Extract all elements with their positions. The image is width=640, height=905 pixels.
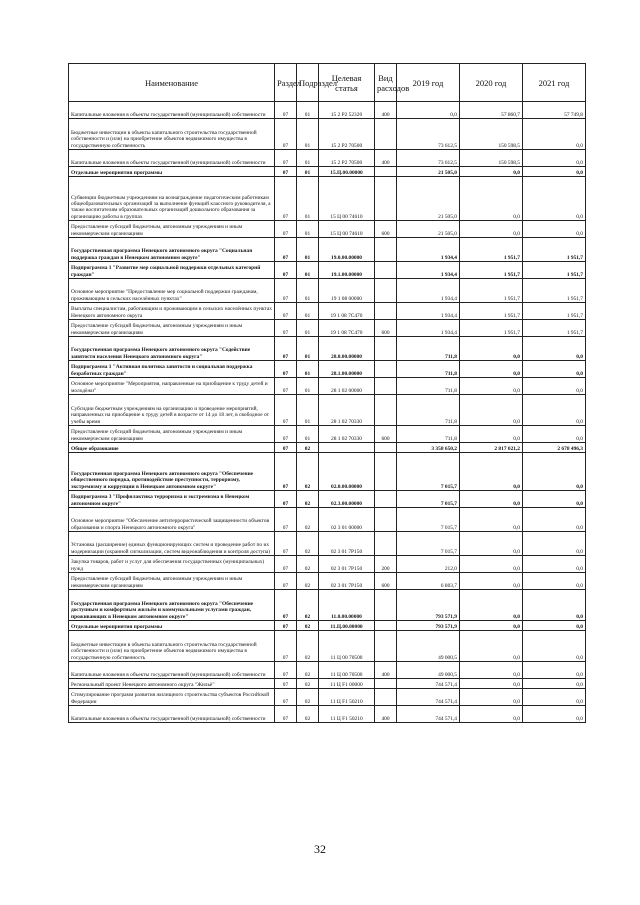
cell-statya: 02.3.00.00000 <box>319 491 375 508</box>
cell-podrazdel: 02 <box>297 573 319 590</box>
cell-y2021: 0,0 <box>523 337 586 361</box>
cell-y2021: 0,0 <box>523 119 586 150</box>
cell-name: Государственная программа Ненецкого автономного округа "Обеспечение доступным и комфортным жильём и коммунальными услугами граждан, проживающих в Ненецком автономном округе" <box>69 590 275 621</box>
cell-vid <box>375 167 397 177</box>
cell-y2019: 49 000,5 <box>397 631 460 662</box>
cell-vid <box>375 337 397 361</box>
cell-name: Бюджетные инвестиции в объекты капитального строительства государственной собственности и (или) на приобретение объектов недвижимого имущества в государственную собственность <box>69 119 275 150</box>
cell-y2021: 2 678 496,3 <box>523 443 586 453</box>
cell-y2021: 1 951,7 <box>523 262 586 279</box>
cell-razdel: 07 <box>275 573 297 590</box>
cell-name: Отдельные мероприятия программы <box>69 621 275 631</box>
table-row <box>69 621 586 631</box>
cell-statya: 11 Ц F1 50210 <box>319 689 375 706</box>
cell-statya: 15 2 Р2 52320 <box>319 102 375 119</box>
cell-podrazdel: 02 <box>297 453 319 491</box>
cell-podrazdel: 02 <box>297 532 319 556</box>
cell-name: Отдельные мероприятия программы <box>69 167 275 177</box>
cell-vid <box>375 590 397 621</box>
cell-statya: 02 3 01 7Р150 <box>319 573 375 590</box>
cell-podrazdel: 02 <box>297 508 319 532</box>
table-row <box>69 679 586 689</box>
cell-y2019: 21 505,0 <box>397 177 460 221</box>
table-row <box>69 102 586 119</box>
cell-name: Предоставление субсидий бюджетным, автономным учреждениям и иным некоммерческим организациям <box>69 573 275 590</box>
cell-y2019: 1 934,4 <box>397 238 460 262</box>
cell-statya: 02.0.00.00000 <box>319 453 375 491</box>
table-body <box>69 102 586 723</box>
cell-vid: 600 <box>375 426 397 443</box>
cell-podrazdel: 02 <box>297 491 319 508</box>
cell-podrazdel: 01 <box>297 337 319 361</box>
cell-razdel: 07 <box>275 532 297 556</box>
table-row <box>69 706 586 723</box>
cell-vid <box>375 621 397 631</box>
cell-y2021: 0,0 <box>523 621 586 631</box>
cell-name: Субвенции бюджетным учреждениям на вознаграждение педагогическим работникам общеобразовательных организаций за выполнение функций классного руководителя, а также воспитателям образовательных организаций дошкольного образования за организацию работы в группах <box>69 177 275 221</box>
header-2020: 2020 год <box>460 64 523 102</box>
cell-razdel: 07 <box>275 238 297 262</box>
cell-y2020: 0,0 <box>460 426 523 443</box>
cell-y2020: 0,0 <box>460 378 523 395</box>
cell-y2020: 0,0 <box>460 556 523 573</box>
cell-podrazdel: 01 <box>297 221 319 238</box>
cell-y2019: 744 571,4 <box>397 689 460 706</box>
cell-y2019: 0,0 <box>397 102 460 119</box>
cell-y2021: 0,0 <box>523 221 586 238</box>
cell-y2021: 0,0 <box>523 689 586 706</box>
cell-name: Подпрограмма 1 "Развитие мер социальной поддержки отдельных категорий граждан" <box>69 262 275 279</box>
header-statya: Целевая статья <box>319 64 375 102</box>
cell-statya: 11.Ц.00.00000 <box>319 621 375 631</box>
table-row <box>69 119 586 150</box>
cell-y2021: 0,0 <box>523 590 586 621</box>
cell-statya: 19 1 08 7С470 <box>319 303 375 320</box>
cell-y2019: 21 505,0 <box>397 221 460 238</box>
table-row <box>69 177 586 221</box>
cell-name: Государственная программа Ненецкого автономного округа "Социальная поддержка граждан в Ненецком автономном округе" <box>69 238 275 262</box>
cell-razdel: 07 <box>275 443 297 453</box>
cell-statya: 11.0.00.00000 <box>319 590 375 621</box>
cell-razdel: 07 <box>275 631 297 662</box>
cell-name: Подпрограмма 1 "Активная политика занятости и социальная поддержка безработных граждан" <box>69 361 275 378</box>
cell-vid: 400 <box>375 102 397 119</box>
cell-y2020: 0,0 <box>460 532 523 556</box>
cell-y2020: 2 817 021,2 <box>460 443 523 453</box>
cell-vid <box>375 532 397 556</box>
cell-vid: 600 <box>375 221 397 238</box>
cell-podrazdel: 01 <box>297 426 319 443</box>
cell-y2019: 7 015,7 <box>397 491 460 508</box>
header-razdel: Раздел <box>275 64 297 102</box>
cell-y2020: 1 951,7 <box>460 320 523 337</box>
cell-y2019: 793 571,9 <box>397 590 460 621</box>
table-row <box>69 337 586 361</box>
cell-y2020: 0,0 <box>460 679 523 689</box>
cell-razdel: 07 <box>275 102 297 119</box>
cell-razdel: 07 <box>275 426 297 443</box>
table-row <box>69 167 586 177</box>
cell-podrazdel: 01 <box>297 262 319 279</box>
cell-statya: 19 1 08 00000 <box>319 279 375 303</box>
cell-y2020: 0,0 <box>460 508 523 532</box>
cell-y2019: 793 571,9 <box>397 621 460 631</box>
cell-razdel: 07 <box>275 706 297 723</box>
cell-y2020: 0,0 <box>460 706 523 723</box>
cell-name: Бюджетные инвестиции в объекты капитального строительства государственной собственности и (или) на приобретение объектов недвижимого имущества в государственную собственность <box>69 631 275 662</box>
cell-razdel: 07 <box>275 395 297 426</box>
cell-y2021: 0,0 <box>523 177 586 221</box>
cell-vid: 600 <box>375 573 397 590</box>
cell-y2019: 711,8 <box>397 337 460 361</box>
cell-name: Общее образование <box>69 443 275 453</box>
cell-razdel: 07 <box>275 177 297 221</box>
cell-razdel: 07 <box>275 590 297 621</box>
cell-y2021: 0,0 <box>523 150 586 167</box>
cell-statya: 19.0.00.00000 <box>319 238 375 262</box>
cell-y2021: 57 749,8 <box>523 102 586 119</box>
cell-y2020: 0,0 <box>460 177 523 221</box>
cell-razdel: 07 <box>275 491 297 508</box>
cell-razdel: 07 <box>275 150 297 167</box>
cell-vid <box>375 238 397 262</box>
cell-name: Предоставление субсидий бюджетным, автономным учреждениям и иным некоммерческим организациям <box>69 320 275 337</box>
cell-razdel: 07 <box>275 119 297 150</box>
cell-name: Предоставление субсидий бюджетным, автономным учреждениям и иным некоммерческим организациям <box>69 426 275 443</box>
cell-vid <box>375 119 397 150</box>
cell-y2020: 0,0 <box>460 337 523 361</box>
cell-podrazdel: 01 <box>297 320 319 337</box>
cell-y2019: 73 612,5 <box>397 119 460 150</box>
cell-vid <box>375 303 397 320</box>
cell-y2020: 0,0 <box>460 167 523 177</box>
cell-y2021: 0,0 <box>523 491 586 508</box>
cell-name: Выплаты специалистам, работающим и проживающим в сельских населённых пунктах Ненецкого автономного округа <box>69 303 275 320</box>
cell-podrazdel: 02 <box>297 556 319 573</box>
cell-y2021: 0,0 <box>523 167 586 177</box>
cell-y2021: 0,0 <box>523 556 586 573</box>
cell-razdel: 07 <box>275 262 297 279</box>
cell-statya: 28.0.00.00000 <box>319 337 375 361</box>
table-row <box>69 573 586 590</box>
cell-y2020: 0,0 <box>460 631 523 662</box>
cell-y2021: 1 951,7 <box>523 320 586 337</box>
cell-statya: 15.Ц.00.00000 <box>319 167 375 177</box>
cell-name: Закупка товаров, работ и услуг для обеспечения государственных (муниципальных) нужд <box>69 556 275 573</box>
cell-podrazdel: 02 <box>297 662 319 679</box>
cell-podrazdel: 01 <box>297 150 319 167</box>
cell-statya: 15 2 Р2 70500 <box>319 150 375 167</box>
cell-y2021: 1 951,7 <box>523 279 586 303</box>
cell-razdel: 07 <box>275 279 297 303</box>
cell-razdel: 07 <box>275 689 297 706</box>
cell-y2021: 0,0 <box>523 532 586 556</box>
cell-razdel: 07 <box>275 556 297 573</box>
table-row <box>69 689 586 706</box>
cell-y2021: 1 951,7 <box>523 238 586 262</box>
cell-y2019: 711,8 <box>397 361 460 378</box>
table-row <box>69 320 586 337</box>
cell-vid: 200 <box>375 556 397 573</box>
cell-razdel: 07 <box>275 508 297 532</box>
cell-y2020: 0,0 <box>460 590 523 621</box>
cell-y2020: 150 598,5 <box>460 150 523 167</box>
cell-y2021: 0,0 <box>523 508 586 532</box>
table-row <box>69 221 586 238</box>
cell-name: Основное мероприятие "Мероприятия, направленные на приобщение к труду детей и молодёжи" <box>69 378 275 395</box>
table-row <box>69 426 586 443</box>
cell-podrazdel: 02 <box>297 590 319 621</box>
cell-name: Капитальные вложения в объекты государственной (муниципальной) собственности <box>69 706 275 723</box>
cell-podrazdel: 02 <box>297 443 319 453</box>
cell-y2019: 1 934,4 <box>397 320 460 337</box>
cell-y2019: 3 358 650,2 <box>397 443 460 453</box>
table-row <box>69 491 586 508</box>
cell-y2020: 1 951,7 <box>460 279 523 303</box>
table-row <box>69 556 586 573</box>
table-row <box>69 532 586 556</box>
cell-razdel: 07 <box>275 361 297 378</box>
cell-y2020: 0,0 <box>460 491 523 508</box>
table-row <box>69 662 586 679</box>
cell-statya: 02 3 01 7Р150 <box>319 556 375 573</box>
cell-name: Региональный проект Ненецкого автономного округа "Жильё" <box>69 679 275 689</box>
cell-y2020: 0,0 <box>460 689 523 706</box>
cell-razdel: 07 <box>275 679 297 689</box>
cell-statya: 28.1.00.00000 <box>319 361 375 378</box>
table-row <box>69 238 586 262</box>
table-header-row <box>69 64 586 102</box>
cell-y2021: 0,0 <box>523 453 586 491</box>
cell-podrazdel: 02 <box>297 706 319 723</box>
budget-table <box>68 63 586 723</box>
header-name: Наименование <box>69 64 275 102</box>
cell-y2021: 0,0 <box>523 662 586 679</box>
cell-y2019: 7 015,7 <box>397 532 460 556</box>
table-row <box>69 453 586 491</box>
cell-vid: 400 <box>375 706 397 723</box>
cell-y2019: 212,0 <box>397 556 460 573</box>
cell-statya: 19 1 08 7С470 <box>319 320 375 337</box>
cell-name: Основное мероприятие "Предоставление мер социальной поддержки гражданам, проживающим в сельских населённых пунктах" <box>69 279 275 303</box>
table-row <box>69 262 586 279</box>
cell-statya: 28 1 02 70330 <box>319 395 375 426</box>
cell-razdel: 07 <box>275 662 297 679</box>
cell-y2021: 1 951,7 <box>523 303 586 320</box>
cell-podrazdel: 01 <box>297 395 319 426</box>
cell-y2021: 0,0 <box>523 573 586 590</box>
cell-y2019: 1 934,4 <box>397 279 460 303</box>
cell-podrazdel: 01 <box>297 361 319 378</box>
table-row <box>69 590 586 621</box>
cell-y2019: 711,8 <box>397 426 460 443</box>
cell-y2020: 0,0 <box>460 221 523 238</box>
cell-statya: 02 3 01 00000 <box>319 508 375 532</box>
cell-statya: 28 1 02 00000 <box>319 378 375 395</box>
cell-razdel: 07 <box>275 303 297 320</box>
cell-statya: 11 Ц 00 70500 <box>319 631 375 662</box>
cell-y2020: 0,0 <box>460 662 523 679</box>
cell-podrazdel: 01 <box>297 279 319 303</box>
cell-statya: 15 Ц 00 74610 <box>319 221 375 238</box>
cell-name: Государственная программа Ненецкого автономного округа "Содействие занятости населения Ненецкого автономного округа" <box>69 337 275 361</box>
cell-vid <box>375 378 397 395</box>
header-2019: 2019 год <box>397 64 460 102</box>
cell-razdel: 07 <box>275 621 297 631</box>
cell-vid: 600 <box>375 320 397 337</box>
cell-podrazdel: 01 <box>297 177 319 221</box>
cell-y2019: 744 571,4 <box>397 679 460 689</box>
cell-podrazdel: 02 <box>297 631 319 662</box>
cell-razdel: 07 <box>275 378 297 395</box>
cell-podrazdel: 01 <box>297 102 319 119</box>
cell-name: Субсидии бюджетным учреждениям на организацию и проведение мероприятий, направленных на приобщение к труду детей в возрасте от 14 до 18 лет, в свободное от учебы время <box>69 395 275 426</box>
cell-y2019: 21 505,0 <box>397 167 460 177</box>
cell-y2019: 1 934,4 <box>397 303 460 320</box>
cell-y2019: 7 015,7 <box>397 453 460 491</box>
page-number: 32 <box>314 842 326 856</box>
cell-podrazdel: 02 <box>297 689 319 706</box>
cell-podrazdel: 01 <box>297 303 319 320</box>
cell-y2020: 0,0 <box>460 453 523 491</box>
cell-podrazdel: 01 <box>297 378 319 395</box>
cell-statya <box>319 443 375 453</box>
cell-name: Подпрограмма 3 "Профилактика терроризма и экстремизма в Ненецком автономном округе" <box>69 491 275 508</box>
budget-table-sheet <box>68 63 585 723</box>
header-2021: 2021 год <box>523 64 586 102</box>
cell-vid <box>375 443 397 453</box>
cell-vid <box>375 679 397 689</box>
cell-y2020: 0,0 <box>460 573 523 590</box>
cell-y2020: 0,0 <box>460 361 523 378</box>
cell-y2021: 0,0 <box>523 706 586 723</box>
table-row <box>69 279 586 303</box>
cell-vid <box>375 508 397 532</box>
table-row <box>69 395 586 426</box>
cell-y2021: 0,0 <box>523 378 586 395</box>
header-podrazdel: Подраздел <box>297 64 319 102</box>
cell-razdel: 07 <box>275 453 297 491</box>
cell-y2019: 6 803,7 <box>397 573 460 590</box>
table-row <box>69 631 586 662</box>
cell-statya: 15 Ц 00 74610 <box>319 177 375 221</box>
cell-vid: 400 <box>375 662 397 679</box>
cell-name: Основное мероприятие "Обеспечение антитеррористической защищенности объектов образования и спорта Ненецкого автономного округа" <box>69 508 275 532</box>
cell-name: Предоставление субсидий бюджетным, автономным учреждениям и иным некоммерческим организациям <box>69 221 275 238</box>
cell-y2019: 73 612,5 <box>397 150 460 167</box>
cell-vid <box>375 177 397 221</box>
cell-name: Капитальные вложения в объекты государственной (муниципальной) собственности <box>69 102 275 119</box>
cell-razdel: 07 <box>275 337 297 361</box>
cell-statya: 11 Ц F1 00000 <box>319 679 375 689</box>
cell-y2020: 0,0 <box>460 395 523 426</box>
cell-y2019: 744 571,4 <box>397 706 460 723</box>
header-vid: Вид расходов <box>375 64 397 102</box>
cell-y2021: 0,0 <box>523 631 586 662</box>
cell-vid <box>375 491 397 508</box>
cell-vid <box>375 631 397 662</box>
table-row <box>69 508 586 532</box>
cell-y2020: 150 598,5 <box>460 119 523 150</box>
cell-vid: 400 <box>375 150 397 167</box>
cell-podrazdel: 01 <box>297 238 319 262</box>
cell-statya: 11 Ц 00 70500 <box>319 662 375 679</box>
cell-y2019: 711,8 <box>397 378 460 395</box>
cell-y2020: 0,0 <box>460 621 523 631</box>
cell-vid <box>375 689 397 706</box>
cell-y2020: 1 951,7 <box>460 303 523 320</box>
cell-y2019: 49 000,5 <box>397 662 460 679</box>
cell-name: Капитальные вложения в объекты государственной (муниципальной) собственности <box>69 662 275 679</box>
cell-razdel: 07 <box>275 167 297 177</box>
cell-y2021: 0,0 <box>523 426 586 443</box>
cell-y2019: 711,8 <box>397 395 460 426</box>
cell-name: Стимулирование программ развития жилищного строительства субъектов Российской Федерации <box>69 689 275 706</box>
cell-name: Капитальные вложения в объекты государственной (муниципальной) собственности <box>69 150 275 167</box>
cell-y2020: 1 951,7 <box>460 238 523 262</box>
cell-y2019: 1 934,4 <box>397 262 460 279</box>
cell-statya: 28 1 02 70330 <box>319 426 375 443</box>
cell-podrazdel: 02 <box>297 679 319 689</box>
cell-y2021: 0,0 <box>523 361 586 378</box>
cell-statya: 11 Ц F1 50210 <box>319 706 375 723</box>
cell-vid <box>375 395 397 426</box>
cell-name: Государственная программа Ненецкого автономного округа "Обеспечение общественного порядка, противодействие преступности, терроризму, экстремизму и коррупции в Ненецком автономном округе" <box>69 453 275 491</box>
cell-y2020: 57 860,7 <box>460 102 523 119</box>
cell-statya: 02 3 01 7Р150 <box>319 532 375 556</box>
table-row <box>69 303 586 320</box>
table-row <box>69 361 586 378</box>
cell-podrazdel: 01 <box>297 119 319 150</box>
cell-podrazdel: 02 <box>297 621 319 631</box>
cell-vid <box>375 453 397 491</box>
cell-statya: 19.1.00.00000 <box>319 262 375 279</box>
cell-statya: 15 2 Р2 70500 <box>319 119 375 150</box>
cell-vid <box>375 361 397 378</box>
cell-razdel: 07 <box>275 221 297 238</box>
cell-y2021: 0,0 <box>523 679 586 689</box>
cell-razdel: 07 <box>275 320 297 337</box>
cell-y2020: 1 951,7 <box>460 262 523 279</box>
table-row <box>69 378 586 395</box>
cell-name: Установка (расширение) единых функционирующих систем и проведение работ по их модернизации (охранной сигнализации, систем видеонаблюдения и контроля доступа) <box>69 532 275 556</box>
cell-y2019: 7 015,7 <box>397 508 460 532</box>
cell-y2021: 0,0 <box>523 395 586 426</box>
cell-vid <box>375 262 397 279</box>
table-row <box>69 443 586 453</box>
cell-podrazdel: 01 <box>297 167 319 177</box>
table-row <box>69 150 586 167</box>
cell-vid <box>375 279 397 303</box>
